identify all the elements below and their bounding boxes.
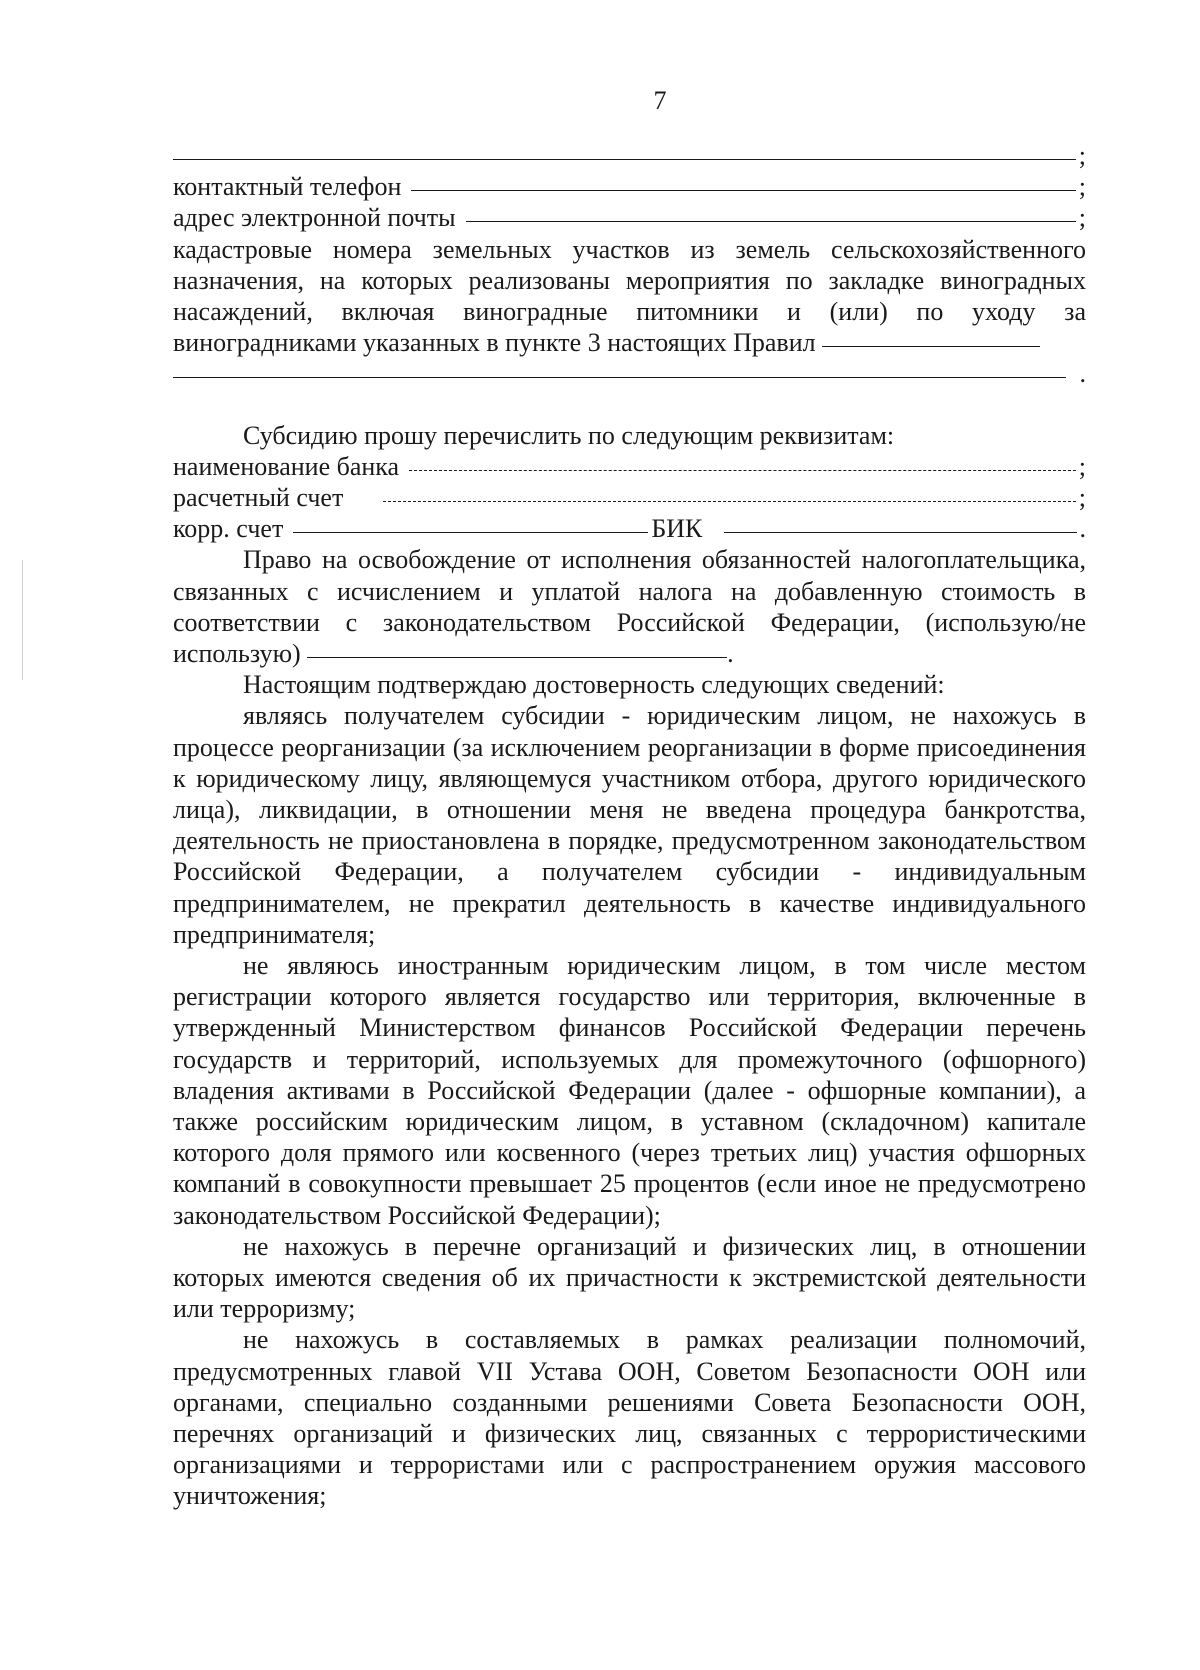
scan-artifact <box>22 560 23 680</box>
line-end: . <box>1079 514 1086 544</box>
cadastral-field-line2[interactable] <box>173 377 1066 378</box>
vat-text: Право на освобождение от исполнения обязанностей налогоплательщика, связанных с исчислением и уплатой налога на добавленную стоимость в соответствии с законодательством Российской Федерации, (использую/не использую) <box>173 545 1086 668</box>
phone-label: контактный телефон <box>173 172 402 202</box>
confirmation-item: не нахожусь в перечне организаций и физических лиц, в отношении которых имеются сведения об их причастности к экстремистской деятельности или терроризму; <box>173 1231 1086 1324</box>
bank-name-line <box>173 451 1086 482</box>
cadastral-field-continuation <box>173 358 1086 389</box>
vat-field[interactable] <box>307 657 727 658</box>
line-end: ; <box>1078 203 1086 233</box>
cadastral-paragraph <box>173 234 1086 359</box>
confirmations-intro: Настоящим подтверждаю достоверность следующих сведений: <box>243 670 945 700</box>
phone-field-line <box>173 171 1086 202</box>
vat-paragraph <box>173 544 1086 669</box>
account-line <box>173 482 1086 513</box>
page-number: 7 <box>653 86 667 115</box>
account-field[interactable] <box>383 501 1075 502</box>
blank-field[interactable] <box>173 159 1076 160</box>
corr-field[interactable] <box>293 532 648 533</box>
bik-label: БИК <box>651 514 703 544</box>
cadastral-field[interactable] <box>822 346 1040 347</box>
phone-field[interactable] <box>411 190 1075 191</box>
cadastral-text: кадастровые номера земельных участков из земель сельскохозяйственного назначения, на которых реализованы мероприятия по закладке виноградных насаждений, включая виноградные питомники и (или) по уходу за виноградниками указанных в пункте 3 настоящих Правил <box>173 234 1086 358</box>
bank-name-label: наименование банка <box>173 451 400 481</box>
blank-field-line <box>173 140 1086 171</box>
line-end: ; <box>1078 451 1086 481</box>
email-field[interactable] <box>466 221 1076 222</box>
bik-field[interactable] <box>724 532 1076 533</box>
line-end: ; <box>1078 141 1086 170</box>
email-field-line <box>173 202 1086 233</box>
document-body <box>173 140 1086 1512</box>
line-end: ; <box>1078 172 1086 202</box>
email-label: адрес электронной почты <box>173 203 456 233</box>
bank-intro: Субсидию прошу перечислить по следующим реквизитам: <box>243 420 895 450</box>
line-end: ; <box>1078 482 1086 512</box>
corr-bik-line <box>173 513 1086 544</box>
line-end: . <box>727 638 734 668</box>
confirmation-item: не являюсь иностранным юридическим лицом, в том числе местом регистрации которого является государство или территория, включенные в утвержденный Министерством финансов Российской Федерации перечень государств и территорий, используемых для промежуточного (офшорного) владения активами в Российской Федерации (далее - офшорные компании), а также российским юридическим лицом, в уставном (складочном) капитале которого доля прямого или косвенного (через третьих лиц) участия офшорных компаний в совокупности превышает 25 процентов (если иное не предусмотрено законодательством Российской Федерации); <box>173 950 1086 1230</box>
bank-name-field[interactable] <box>409 470 1076 471</box>
confirmation-item: не нахожусь в составляемых в рамках реализации полномочий, предусмотренных главой VII Устава ООН, Советом Безопасности ООН или органами, специально созданными решениями Совета Безопасности ООН, перечнях организаций и физических лиц, связанных с террористическими организациями и террористами или с распространением оружия массового уничтожения; <box>173 1325 1086 1511</box>
corr-label: корр. счет <box>173 514 284 544</box>
account-label: расчетный счет <box>173 482 344 512</box>
line-end: . <box>1079 359 1086 389</box>
confirmation-item: являясь получателем субсидии - юридическим лицом, не нахожусь в процессе реорганизации (за исключением реорганизации в форме присоединения к юридическому лицу, являющемуся участником отбора, другого юридического лица), ликвидации, в отношении меня не введена процедура банкротства, деятельность не приостановлена в порядке, предусмотренном законодательством Российской Федерации, а получателем субсидии - индивидуальным предпринимателем, не прекратил деятельность в качестве индивидуального предпринимателя; <box>173 701 1086 949</box>
